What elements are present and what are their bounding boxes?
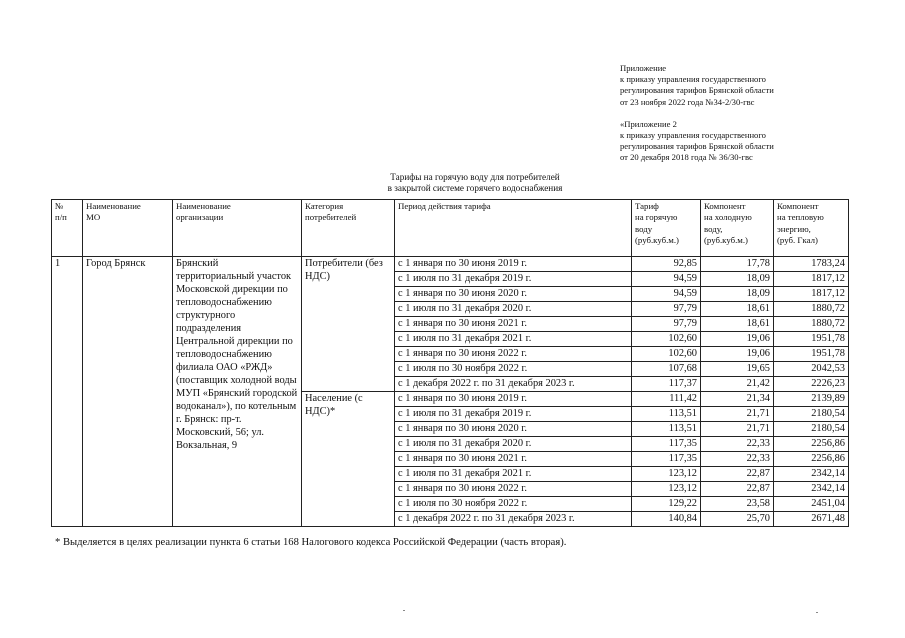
tariff-value: 94,59 — [632, 272, 701, 287]
heat-energy-component: 2342,14 — [774, 467, 849, 482]
cold-water-component: 18,61 — [701, 302, 774, 317]
tariff-value: 97,79 — [632, 302, 701, 317]
cold-water-component: 17,78 — [701, 257, 774, 272]
heat-energy-component: 2226,23 — [774, 377, 849, 392]
header-org: Наименование организации — [173, 200, 302, 257]
heat-energy-component: 2256,86 — [774, 437, 849, 452]
tariff-value: 94,59 — [632, 287, 701, 302]
header-cold-component: Компонент на холодную воду, (руб.куб.м.) — [701, 200, 774, 257]
header-tariff: Тариф на горячую воду (руб.куб.м.) — [632, 200, 701, 257]
row-number: 1 — [52, 257, 83, 527]
organization-name: Брянский территориальный участок Московской дирекции по тепловодоснабжению структурного подразделения Центральной дирекции по тепловодоснабжению филиала ОАО «РЖД» (поставщик холодной воды МУП «Брянский городской водоканал»), по котельным г. Брянск: пр-т. Московский, 56; ул. Вокзальная, 9 — [173, 257, 302, 527]
tariff-period: с 1 января по 30 июня 2019 г. — [395, 392, 632, 407]
heat-energy-component: 2342,14 — [774, 482, 849, 497]
table-title-line-2: в закрытой системе горячего водоснабжения — [387, 182, 563, 193]
consumer-category: Потребители (без НДС) — [302, 257, 395, 392]
heat-energy-component: 2671,48 — [774, 512, 849, 527]
cold-water-component: 21,71 — [701, 407, 774, 422]
header-period: Период действия тарифа — [395, 200, 632, 257]
tariff-value: 123,12 — [632, 482, 701, 497]
cold-water-component: 21,34 — [701, 392, 774, 407]
tariff-period: с 1 декабря 2022 г. по 31 декабря 2023 г. — [395, 377, 632, 392]
cold-water-component: 22,33 — [701, 437, 774, 452]
cold-water-component: 22,33 — [701, 452, 774, 467]
tariff-value: 117,35 — [632, 437, 701, 452]
appendix-line: к приказу управления государственного — [620, 74, 766, 85]
heat-energy-component: 1951,78 — [774, 347, 849, 362]
tariff-value: 107,68 — [632, 362, 701, 377]
header-num: № п/п — [52, 200, 83, 257]
tariff-value: 117,37 — [632, 377, 701, 392]
tariff-period: с 1 декабря 2022 г. по 31 декабря 2023 г. — [395, 512, 632, 527]
tariff-value: 140,84 — [632, 512, 701, 527]
footnote: * Выделяется в целях реализации пункта 6 статьи 168 Налогового кодекса Российской Федерации (часть вторая). — [55, 537, 567, 548]
cold-water-component: 25,70 — [701, 512, 774, 527]
appendix-line: «Приложение 2 — [620, 118, 677, 129]
heat-energy-component: 2139,89 — [774, 392, 849, 407]
cold-water-component: 21,71 — [701, 422, 774, 437]
cold-water-component: 18,09 — [701, 272, 774, 287]
tariff-value: 113,51 — [632, 422, 701, 437]
scan-speck — [816, 612, 818, 613]
tariff-period: с 1 июля по 31 декабря 2020 г. — [395, 437, 632, 452]
municipality-name: Город Брянск — [83, 257, 173, 527]
tariff-period: с 1 июля по 30 ноября 2022 г. — [395, 362, 632, 377]
appendix-line: регулирования тарифов Брянской области — [620, 141, 774, 152]
heat-energy-component: 1951,78 — [774, 332, 849, 347]
cold-water-component: 19,06 — [701, 332, 774, 347]
tariff-value: 102,60 — [632, 347, 701, 362]
appendix-line: регулирования тарифов Брянской области — [620, 85, 774, 96]
tariff-value: 102,60 — [632, 332, 701, 347]
table-title — [300, 172, 650, 193]
tariff-period: с 1 июля по 31 декабря 2021 г. — [395, 467, 632, 482]
cold-water-component: 22,87 — [701, 482, 774, 497]
appendix-block — [620, 63, 774, 164]
cold-water-component: 18,61 — [701, 317, 774, 332]
table-header-row — [52, 200, 849, 257]
heat-energy-component: 2451,04 — [774, 497, 849, 512]
tariff-value: 129,22 — [632, 497, 701, 512]
heat-energy-component: 1880,72 — [774, 317, 849, 332]
header-heat-component: Компонент на тепловую энергию, (руб. Гкал) — [774, 200, 849, 257]
tariff-value: 117,35 — [632, 452, 701, 467]
tariff-period: с 1 января по 30 июня 2020 г. — [395, 287, 632, 302]
cold-water-component: 18,09 — [701, 287, 774, 302]
tariff-value: 113,51 — [632, 407, 701, 422]
heat-energy-component: 2180,54 — [774, 407, 849, 422]
cold-water-component: 19,06 — [701, 347, 774, 362]
heat-energy-component: 2180,54 — [774, 422, 849, 437]
tariff-period: с 1 июля по 31 декабря 2019 г. — [395, 272, 632, 287]
appendix-line: от 23 ноября 2022 года №34-2/30-гвс — [620, 96, 755, 107]
consumer-category: Население (с НДС)* — [302, 392, 395, 527]
tariff-value: 123,12 — [632, 467, 701, 482]
tariff-period: с 1 января по 30 июня 2022 г. — [395, 347, 632, 362]
cold-water-component: 21,42 — [701, 377, 774, 392]
heat-energy-component: 2256,86 — [774, 452, 849, 467]
tariff-period: с 1 июля по 31 декабря 2020 г. — [395, 302, 632, 317]
tariff-value: 97,79 — [632, 317, 701, 332]
appendix-line: к приказу управления государственного — [620, 130, 766, 141]
appendix-gap — [620, 108, 774, 119]
heat-energy-component: 1817,12 — [774, 287, 849, 302]
scan-speck — [403, 610, 405, 611]
tariff-period: с 1 января по 30 июня 2021 г. — [395, 317, 632, 332]
tariff-period: с 1 января по 30 июня 2021 г. — [395, 452, 632, 467]
table-row — [52, 257, 849, 272]
tariff-table — [51, 199, 849, 527]
tariff-period: с 1 июля по 31 декабря 2019 г. — [395, 407, 632, 422]
appendix-line: от 20 декабря 2018 года № 36/30-гвс — [620, 152, 753, 163]
tariff-value: 111,42 — [632, 392, 701, 407]
tariff-period: с 1 января по 30 июня 2020 г. — [395, 422, 632, 437]
heat-energy-component: 2042,53 — [774, 362, 849, 377]
appendix-line: Приложение — [620, 63, 667, 73]
header-category: Категория потребителей — [302, 200, 395, 257]
heat-energy-component: 1817,12 — [774, 272, 849, 287]
heat-energy-component: 1783,24 — [774, 257, 849, 272]
tariff-value: 92,85 — [632, 257, 701, 272]
tariff-period: с 1 июля по 31 декабря 2021 г. — [395, 332, 632, 347]
cold-water-component: 22,87 — [701, 467, 774, 482]
tariff-period: с 1 января по 30 июня 2019 г. — [395, 257, 632, 272]
table-title-line-1: Тарифы на горячую воду для потребителей — [390, 172, 560, 182]
header-mo: Наименование МО — [83, 200, 173, 257]
heat-energy-component: 1880,72 — [774, 302, 849, 317]
tariff-period: с 1 июля по 30 ноября 2022 г. — [395, 497, 632, 512]
cold-water-component: 23,58 — [701, 497, 774, 512]
tariff-period: с 1 января по 30 июня 2022 г. — [395, 482, 632, 497]
table-body — [52, 257, 849, 527]
cold-water-component: 19,65 — [701, 362, 774, 377]
